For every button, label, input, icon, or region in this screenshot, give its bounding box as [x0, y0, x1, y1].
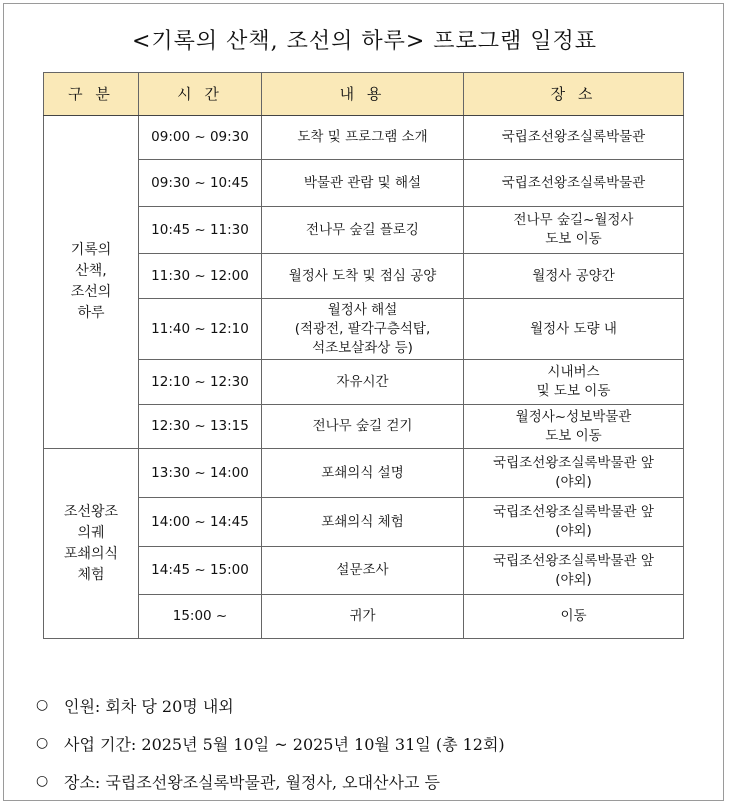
cell-place: 월정사 공양간 — [464, 254, 684, 299]
cell-place: 국립조선왕조실록박물관 앞 (야외) — [464, 547, 684, 595]
group-label: 조선왕조 의궤 포쇄의식 체험 — [44, 449, 139, 639]
table-row — [44, 116, 684, 160]
circle-bullet-icon: ○ — [36, 697, 49, 713]
header-place: 장 소 — [464, 73, 684, 116]
header-content: 내 용 — [262, 73, 464, 116]
info-text: 사업 기간: 2025년 5월 10일 ~ 2025년 10월 31일 (총 12회) — [64, 734, 505, 754]
cell-time: 09:00 ~ 09:30 — [139, 116, 262, 160]
cell-content: 도착 및 프로그램 소개 — [262, 116, 464, 160]
info-item — [36, 762, 505, 800]
cell-place: 전나무 숲길~월정사 도보 이동 — [464, 207, 684, 254]
cell-content: 전나무 숲길 플로깅 — [262, 207, 464, 254]
cell-time: 13:30 ~ 14:00 — [139, 449, 262, 498]
table-row — [44, 498, 684, 547]
cell-place: 국립조선왕조실록박물관 — [464, 160, 684, 207]
page-title: <기록의 산책, 조선의 하루> 프로그램 일정표 — [131, 29, 598, 54]
cell-place: 국립조선왕조실록박물관 앞 (야외) — [464, 449, 684, 498]
cell-content: 박물관 관람 및 해설 — [262, 160, 464, 207]
info-list — [36, 686, 505, 800]
table-row — [44, 405, 684, 449]
info-text: 장소: 국립조선왕조실록박물관, 월정사, 오대산사고 등 — [64, 772, 440, 792]
cell-content: 포쇄의식 설명 — [262, 449, 464, 498]
table-row — [44, 449, 684, 498]
circle-bullet-icon: ○ — [36, 773, 49, 789]
cell-place: 국립조선왕조실록박물관 — [464, 116, 684, 160]
cell-content: 월정사 도착 및 점심 공양 — [262, 254, 464, 299]
cell-time: 09:30 ~ 10:45 — [139, 160, 262, 207]
cell-time: 12:10 ~ 12:30 — [139, 360, 262, 405]
cell-time: 14:00 ~ 14:45 — [139, 498, 262, 547]
cell-content: 포쇄의식 체험 — [262, 498, 464, 547]
info-item — [36, 686, 505, 724]
table-row — [44, 595, 684, 639]
cell-place: 월정사~성보박물관 도보 이동 — [464, 405, 684, 449]
cell-content: 설문조사 — [262, 547, 464, 595]
schedule-table — [43, 72, 684, 639]
cell-content: 월정사 해설 (적광전, 팔각구층석탑, 석조보살좌상 등) — [262, 299, 464, 360]
cell-place: 이동 — [464, 595, 684, 639]
cell-place: 시내버스 및 도보 이동 — [464, 360, 684, 405]
group-label: 기록의 산책, 조선의 하루 — [44, 116, 139, 449]
table-header-row — [44, 73, 684, 116]
table-row — [44, 547, 684, 595]
table-row — [44, 360, 684, 405]
info-item — [36, 724, 505, 762]
cell-content: 전나무 숲길 걷기 — [262, 405, 464, 449]
cell-content: 자유시간 — [262, 360, 464, 405]
cell-place: 월정사 도량 내 — [464, 299, 684, 360]
circle-bullet-icon: ○ — [36, 735, 49, 751]
cell-time: 10:45 ~ 11:30 — [139, 207, 262, 254]
cell-content: 귀가 — [262, 595, 464, 639]
table-row — [44, 207, 684, 254]
cell-place: 국립조선왕조실록박물관 앞 (야외) — [464, 498, 684, 547]
info-text: 인원: 회차 당 20명 내외 — [64, 696, 234, 716]
header-time: 시 간 — [139, 73, 262, 116]
cell-time: 11:40 ~ 12:10 — [139, 299, 262, 360]
table-row — [44, 254, 684, 299]
cell-time: 12:30 ~ 13:15 — [139, 405, 262, 449]
table-row — [44, 299, 684, 360]
cell-time: 14:45 ~ 15:00 — [139, 547, 262, 595]
header-category: 구 분 — [44, 73, 139, 116]
cell-time: 11:30 ~ 12:00 — [139, 254, 262, 299]
cell-time: 15:00 ~ — [139, 595, 262, 639]
table-row — [44, 160, 684, 207]
